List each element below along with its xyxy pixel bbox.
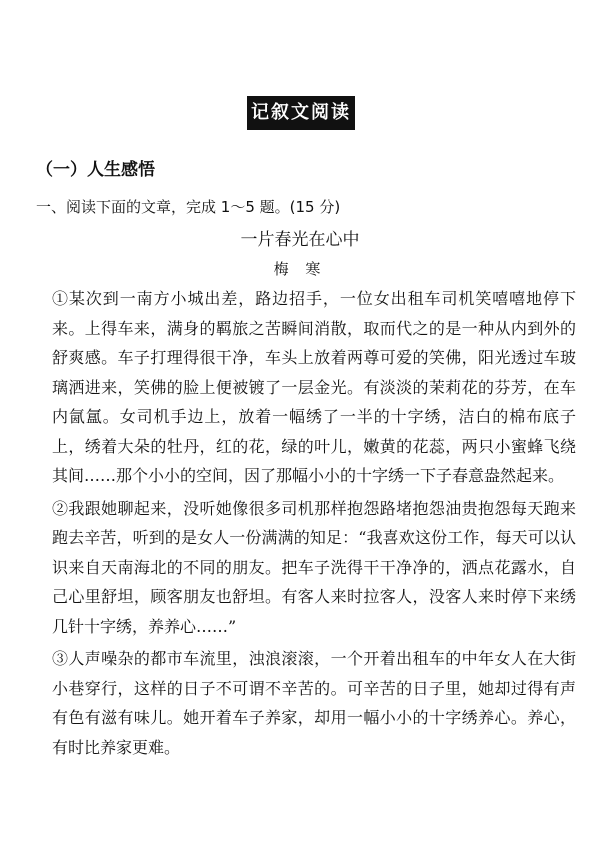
article-body xyxy=(52,284,576,765)
paragraph-1: ①某次到一南方小城出差，路边招手，一位女出租车司机笑嘻嘻地停下来。上得车来，满身的羁旅之苦瞬间消散，取而代之的是一种从内到外的舒爽感。车子打理得很干净，车头上放着两尊可爱的笑佛，阳光透过车玻璃洒进来，笑佛的脸上便被镀了一层金光。有淡淡的茉莉花的芬芳，在车内氤氲。女司机手边上，放着一幅绣了一半的十字绣，洁白的棉布底子上，绣着大朵的牡丹，红的花，绿的叶儿，嫩黄的花蕊，两只小蜜蜂飞绕其间……那个小小的空间，因了那幅小小的十字绣一下子春意盎然起来。 xyxy=(52,289,576,485)
paragraph-2: ②我跟她聊起来，没听她像很多司机那样抱怨路堵抱怨油贵抱怨每天跑来跑去辛苦，听到的是女人一份满满的知足：“我喜欢这份工作，每天可以认识来自天南海北的不同的朋友。把车子洗得干干净净的，洒点花露水，自己心里舒坦，顾客朋友也舒坦。有客人来时拉客人，没客人来时停下来绣几针十字绣，养养心……” xyxy=(52,498,576,636)
section-title: （一）人生感悟 xyxy=(36,160,155,180)
paragraph-3: ③人声噪杂的都市车流里，浊浪滚滚，一个开着出租车的中年女人在大街小巷穿行，这样的日子不可谓不辛苦的。可辛苦的日子里，她却过得有声有色有滋有味儿。她开着车子养家，却用一幅小小的十字绣养心。养心，有时比养家更难。 xyxy=(52,649,576,757)
question-instruction: 一、阅读下面的文章，完成 1～5 题。(15 分) xyxy=(36,198,341,216)
article-title: 一片春光在心中 xyxy=(240,230,360,250)
article-author: 梅 寒 xyxy=(273,260,327,278)
section-banner: 记叙文阅读 xyxy=(247,96,355,130)
